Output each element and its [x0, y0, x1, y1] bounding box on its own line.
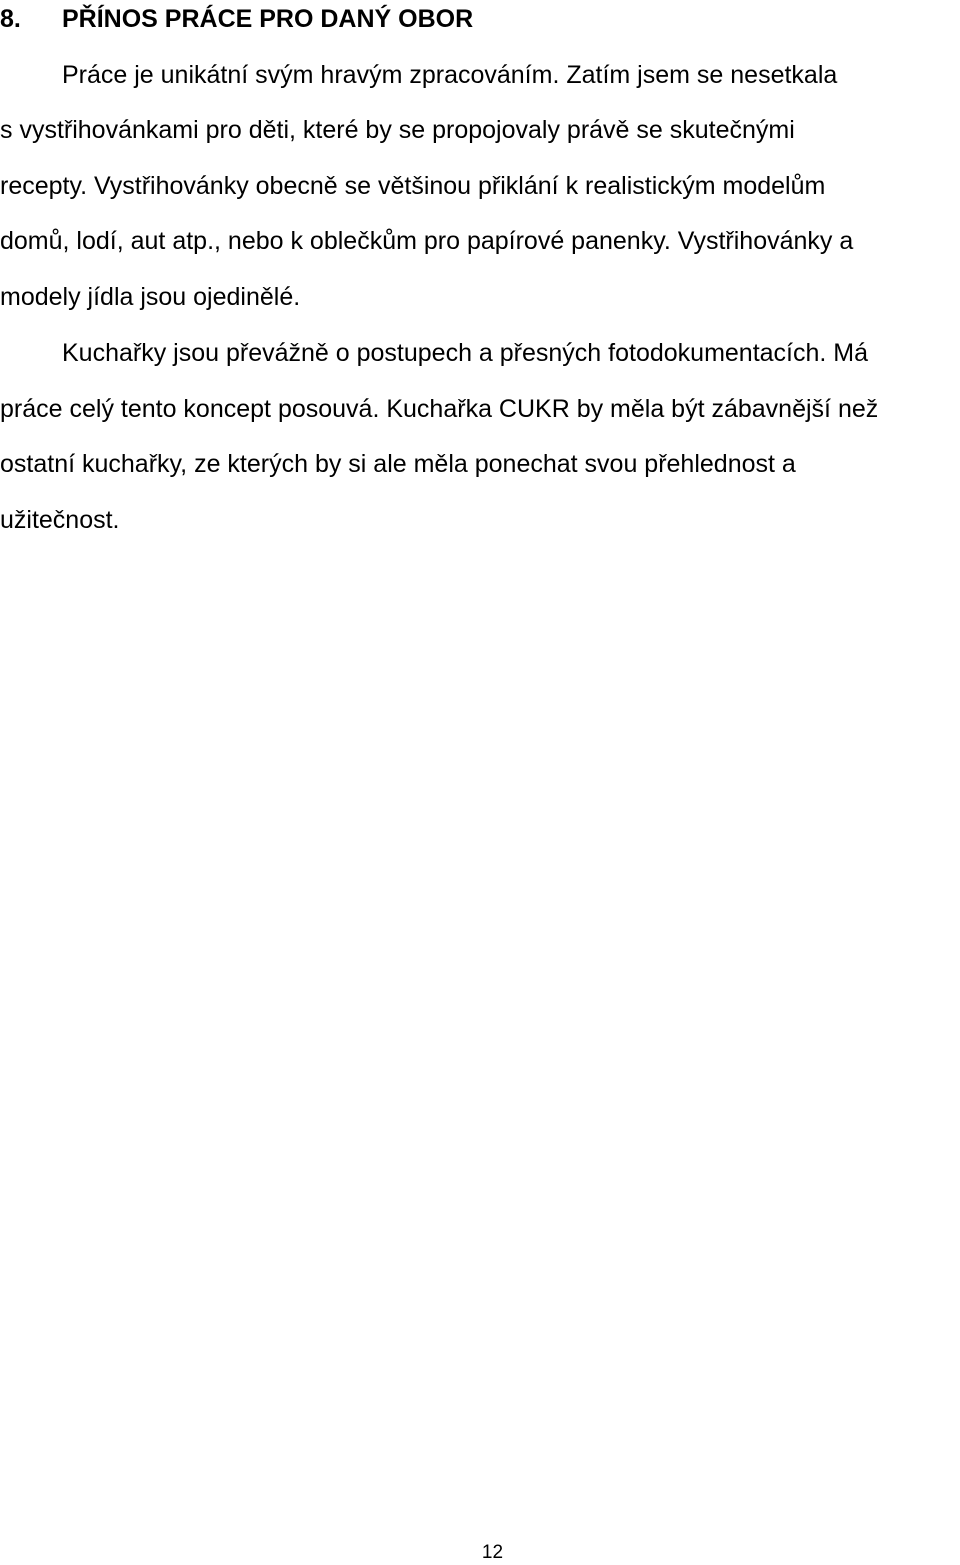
- paragraph-line: užitečnost.: [0, 506, 120, 534]
- section-heading: [0, 4, 473, 34]
- paragraph-line: práce celý tento koncept posouvá. Kuchařka CUKR by měla být zábavnější než: [0, 395, 879, 423]
- paragraph-line: modely jídla jsou ojedinělé.: [0, 283, 301, 311]
- paragraph-line: domů, lodí, aut atp., nebo k oblečkům pro papírové panenky. Vystřihovánky a: [0, 227, 854, 255]
- paragraph-line: ostatní kuchařky, ze kterých by si ale měla ponechat svou přehlednost a: [0, 450, 796, 478]
- paragraph-line: Práce je unikátní svým hravým zpracováním. Zatím jsem se nesetkala: [62, 61, 838, 89]
- section-number: 8.: [0, 5, 21, 33]
- paragraph-line: recepty. Vystřihovánky obecně se většinou přiklání k realistickým modelům: [0, 172, 826, 200]
- paragraph-line: Kuchařky jsou převážně o postupech a přesných fotodokumentacích. Má: [62, 339, 869, 367]
- section-title: PŘÍNOS PRÁCE PRO DANÝ OBOR: [62, 5, 474, 33]
- page-number: 12: [481, 1542, 504, 1563]
- paragraph-line: s vystřihovánkami pro děti, které by se propojovaly právě se skutečnými: [0, 116, 795, 144]
